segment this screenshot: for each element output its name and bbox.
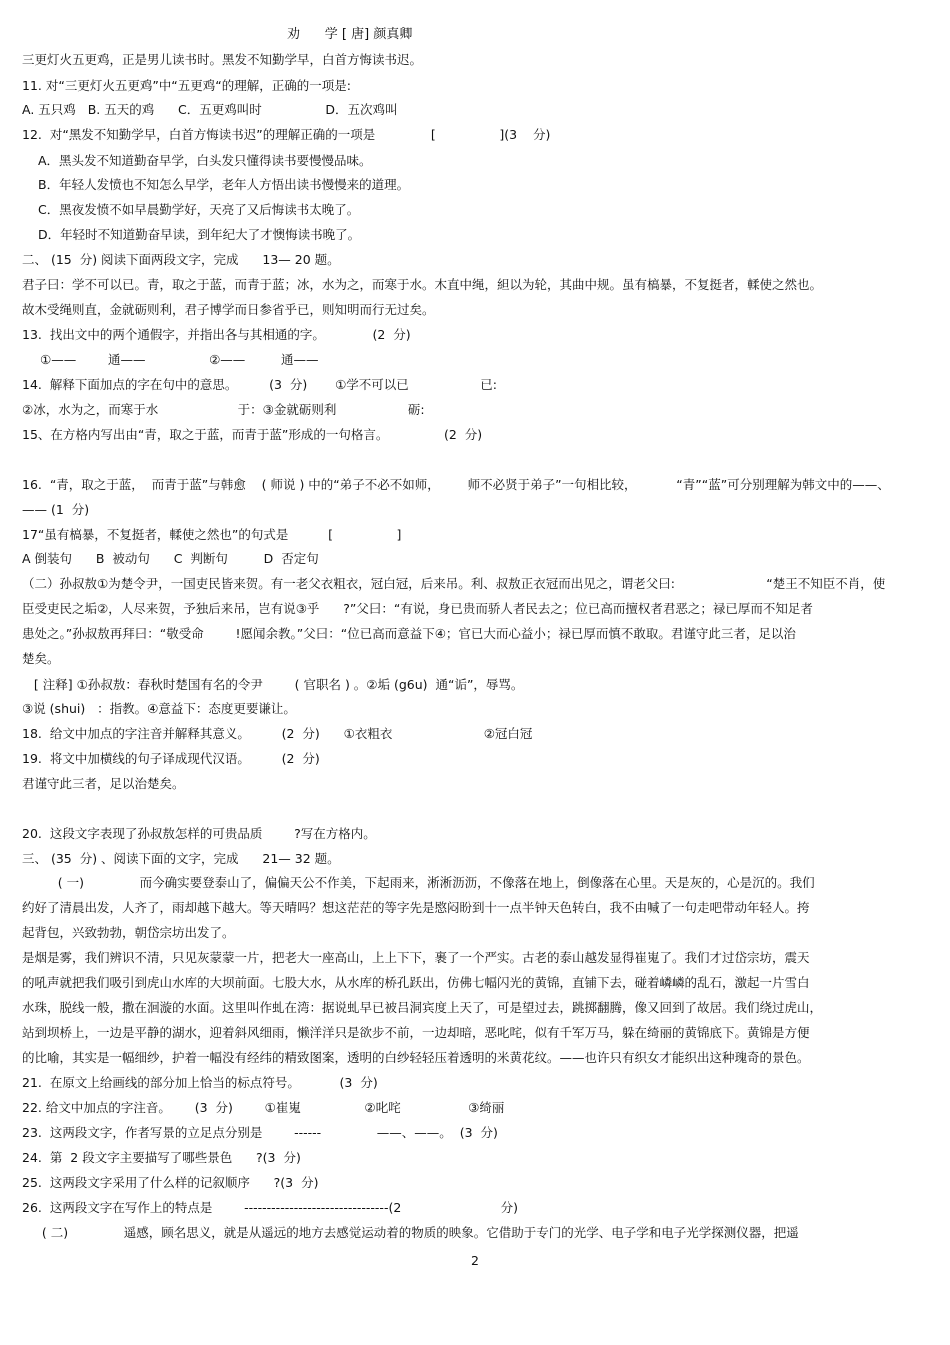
question-24: 24. 第 2 段文字主要描写了哪些景色 ?(3 分) <box>22 1150 301 1165</box>
passage-4-line-5: 的比喻，其实是一幅细纱，护着一幅没有经纬的精致图案，透明的白纱轻轻压着透明的米黄花纹。——也许只有织女才能织出这种瑰奇的景色。 <box>22 1050 810 1065</box>
passage-3-line-3: 起背包，兴致勃勃，朝岱宗坊出发了。 <box>22 925 235 940</box>
question-11-stem: 11. 对“三更灯火五更鸡”中“五更鸡“的理解，正确的一项是: <box>22 78 351 93</box>
section-3-heading: 三、 (35 分) 、阅读下面的文字，完成 21— 32 题。 <box>22 851 340 866</box>
question-19: 19. 将文中加横线的句子译成现代汉语。 (2 分) <box>22 751 320 766</box>
question-23: 23. 这两段文字，作者写景的立足点分别是 ------ ——、——。 (3 分) <box>22 1125 498 1140</box>
question-11-options: A. 五只鸡 B. 五天的鸡 C．五更鸡叫时 D．五次鸡叫 <box>22 102 398 117</box>
passage-2-line-2: 臣受吏民之垢②，人尽来贺，予独后来吊，岂有说③乎 ?”父曰：“有说，身已贵而骄人者民去之；位已高而擅权者君恶之；禄已厚而不知足者 <box>22 601 813 616</box>
passage-3-line-1: ( 一) 而今确实要登泰山了，偏偏天公不作美，下起雨来，淅淅沥沥，不像落在地上，倒像落在心里。天是灰的，心是沉的。我们 <box>22 875 815 890</box>
question-17-options: A 倒装句 B 被动句 C 判断句 D 否定句 <box>22 551 319 566</box>
passage-2-line-4: 楚矣。 <box>22 651 60 666</box>
passage-2-line-3: 患处之。”孙叔敖再拜曰：“敬受命 !愿闻余教。”父曰：“位已高而意益下④；官已大而心益小；禄已厚而慎不敢取。君谨守此三者，足以治 <box>22 626 796 641</box>
passage-1-line-2: 故木受绳则直，金就砺则利，君子博学而日参省乎已，则知明而行无过矣。 <box>22 302 435 317</box>
passage-4-line-4: 站到坝桥上，一边是平静的湖水，迎着斜风细雨，懒洋洋只是欲步不前，一边却暗，恶叱咤，似有千军万马，躲在绮丽的黄锦底下。黄锦是方便 <box>22 1025 810 1040</box>
passage-2-line-1: （二）孙叔敖①为楚令尹，一国吏民皆来贺。有一老父衣粗衣，冠白冠，后来吊。利、叔敖正衣冠而出见之，谓老父曰: “楚王不知臣不肖，使 <box>22 576 886 591</box>
page-number: 2 <box>471 1253 479 1268</box>
question-12-option-a: A．黑头发不知道勤奋早学，白头发只懂得读书要慢慢品味。 <box>38 153 372 168</box>
poem-title: 劝 学 [ 唐] 颜真卿 <box>287 27 413 42</box>
question-13: 13. 找出文中的两个通假字，并指出各与其相通的字。 (2 分) <box>22 327 411 342</box>
question-25: 25. 这两段文字采用了什么样的记叙顺序 ?(3 分) <box>22 1175 319 1190</box>
question-14-line-1: 14. 解释下面加点的字在句中的意思。 (3 分) ①学不可以已 已: <box>22 377 498 392</box>
passage-3-line-2: 约好了清晨出发，人齐了，雨却越下越大。等天晴吗？想这茫茫的等字先是愍闷盼到十一点半钟天色转白，我不由喊了一句走吧带动年轻人。挎 <box>22 900 810 915</box>
question-22: 22. 给文中加点的字注音。 (3 分) ①崔嵬 ②叱咤 ③绮丽 <box>22 1100 505 1115</box>
annotation-line-1: [ 注释] ①孙叔敖：春秋时楚国有名的令尹 ( 官职名 ) 。②垢 (g6u) 通“诟”，辱骂。 <box>22 677 524 692</box>
passage-5-line-1: ( 二) 遥感，顾名思义，就是从遥远的地方去感觉运动着的物质的映象。它借助于专门的光学、电子学和电子光学探测仪器，把遥 <box>22 1225 799 1240</box>
question-26: 26. 这两段文字在写作上的特点是 --------------------------------(2 分) <box>22 1200 518 1215</box>
question-18: 18. 给文中加点的字注音并解释其意义。 (2 分) ①衣粗衣 ②冠白冠 <box>22 726 533 741</box>
question-12-option-b: B．年轻人发愤也不知怎么早学，老年人方悟出读书慢慢来的道理。 <box>38 177 410 192</box>
question-13-blanks: ①—— 通—— ②—— 通—— <box>40 352 319 367</box>
passage-4-line-2: 的吼声就把我们吸引到虎山水库的大坝前面。七股大水，从水库的桥孔跃出，仿佛七幅闪光的黄锦，直铺下去，碰着嶙嶙的乱石，激起一片雪白 <box>22 975 810 990</box>
annotation-line-2: ③说 (shui) ：指教。④意益下：态度更要谦让。 <box>22 701 296 716</box>
passage-1-line-1: 君子曰：学不可以已。青，取之于蓝，而青于蓝；冰，水为之，而寒于水。木直中绳，䋎以为轮，其曲中规。虽有槁暴，不复挺者，輮使之然也。 <box>22 277 823 292</box>
passage-4-line-1: 是烟是雾，我们辨识不清，只见灰蒙蒙一片，把老大一座高山，上上下下，裹了一个严实。古老的泰山越发显得崔嵬了。我们才过岱宗坊，震天 <box>22 950 810 965</box>
question-12-stem: 12. 对“黑发不知勤学早，白首方悔读书迟”的理解正确的一项是 [ ](3 分) <box>22 127 551 142</box>
question-12-option-d: D．年轻时不知道勤奋早读，到年纪大了才懊悔读书晚了。 <box>38 227 361 242</box>
passage-4-line-3: 水珠，脱线一般，撒在洄漩的水面。这里叫作虬在湾：据说虬早已被吕洞宾度上天了，可是望过去，跳掷翻腾，像又回到了故居。我们绕过虎山， <box>22 1000 823 1015</box>
question-20: 20. 这段文字表现了孙叔敖怎样的可贵品质 ?写在方格内。 <box>22 826 376 841</box>
question-21: 21. 在原文上给画线的部分加上恰当的标点符号。 (3 分) <box>22 1075 378 1090</box>
poem-text: 三更灯火五更鸡，正是男儿读书时。黑发不知勤学早，白首方悔读书迟。 <box>22 52 423 67</box>
question-14-line-2: ②冰，水为之，而寒于水 于：③金就砺则利 砺: <box>22 402 425 417</box>
section-2-heading: 二、 (15 分) 阅读下面两段文字，完成 13— 20 题。 <box>22 252 340 267</box>
question-12-option-c: C．黑夜发愤不如早晨勤学好，天亮了又后悔读书太晚了。 <box>38 202 360 217</box>
question-16-line-2: —— (1 分) <box>22 502 90 517</box>
question-17: 17“虽有槁暴，不复挺者，輮使之然也”的句式是 [ ] <box>22 527 402 542</box>
question-15: 15、在方格内写出由“青，取之于蓝，而青于蓝”形成的一句格言。 (2 分) <box>22 427 483 442</box>
question-16-line-1: 16. “青，取之于蓝， 而青于蓝”与韩愈 ( 师说 ) 中的“弟子不必不如师， 师不必贤于弟子”一句相比较， “青”“蓝”可分别理解为韩文中的——、 <box>22 477 890 492</box>
question-19-sentence: 君谨守此三者，足以治楚矣。 <box>22 776 185 791</box>
